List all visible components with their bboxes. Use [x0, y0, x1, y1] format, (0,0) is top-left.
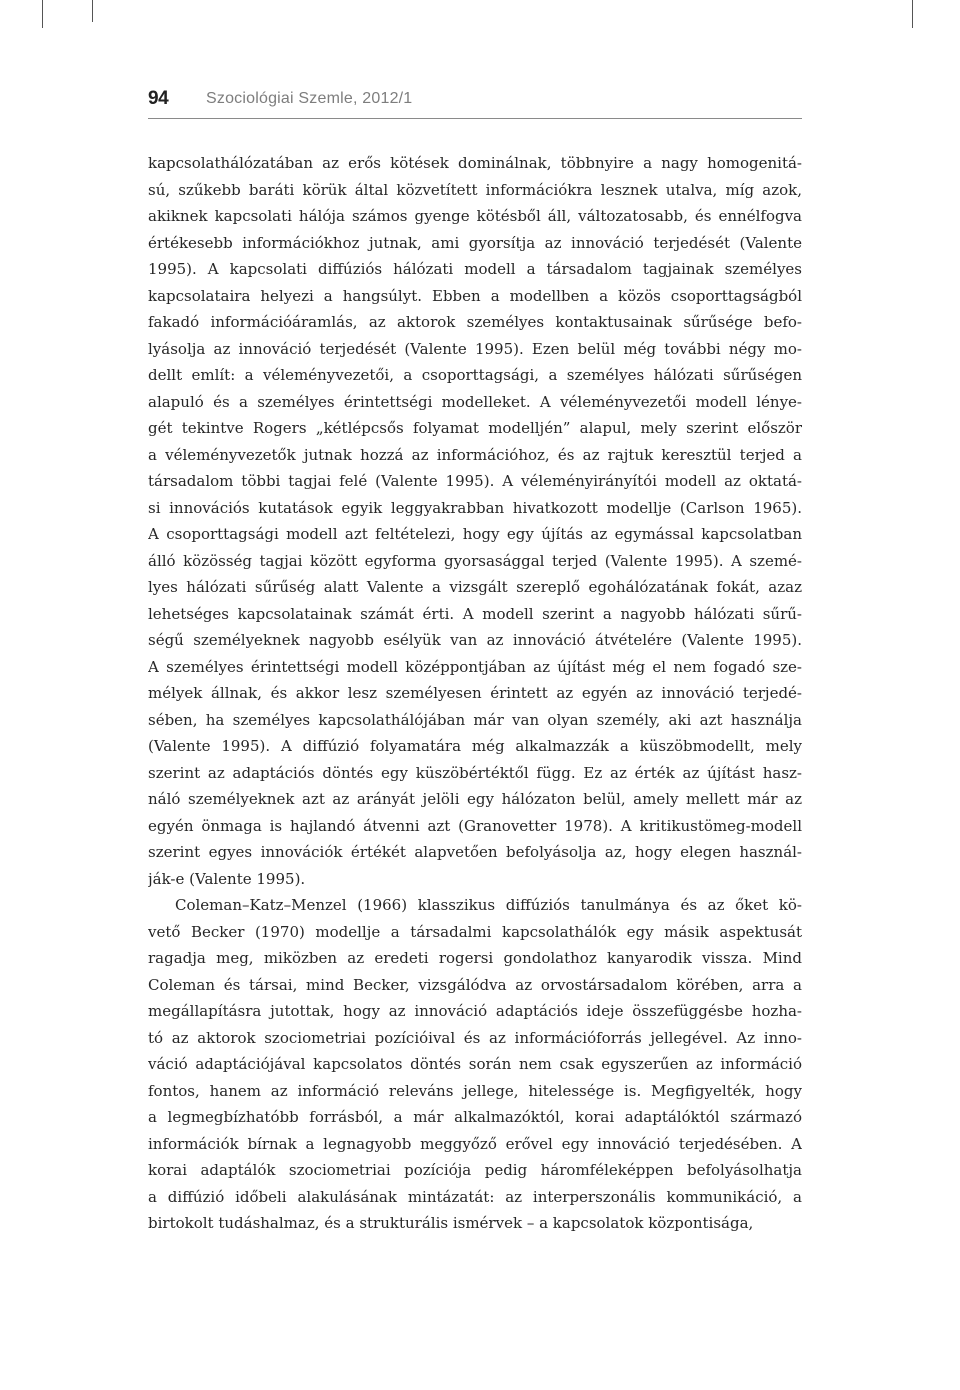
text-line: a véleményvezetők jutnak hozzá az információhoz, és az rajtuk keresztül terjed a: [148, 445, 802, 464]
journal-title: Szociológiai Szemle, 2012/1: [206, 90, 413, 107]
text-line: váció adaptációjával kapcsolatos döntés során nem csak egyszerűen az információ: [148, 1055, 802, 1073]
text-line: fakadó információáramlás, az aktorok személyes kontaktusainak sűrűsége befo-: [148, 313, 802, 331]
text-line: a diffúzió időbeli alakulásának mintázatát: az interperszonális kommunikáció, a: [148, 1187, 802, 1206]
text-line: lyásolja az innováció terjedését (Valente 1995). Ezen belül még további négy mo-: [148, 339, 802, 358]
text-line: kapcsolataira helyezi a hangsúlyt. Ebben a modellben a közös csoporttagságból: [148, 286, 802, 305]
text-line: álló közösség tagjai között egyforma gyorsasággal terjed (Valente 1995). A szemé-: [148, 551, 802, 570]
text-line: A csoporttagsági modell azt feltételezi, hogy egy újítás az egymással kapcsolatban: [148, 525, 802, 543]
text-line: tó az aktorok szociometriai pozícióival és az információforrás jellegével. Az inno-: [148, 1028, 802, 1047]
text-line: a legmegbízhatóbb forrásból, a már alkalmazóktól, korai adaptálóktól származó: [148, 1108, 802, 1126]
text-line: szerint az adaptációs döntés egy küszöbértéktől függ. Ez az érték az újítást hasz-: [148, 763, 802, 782]
running-header: [148, 88, 802, 119]
text-line: A személyes érintettségi modell középpontjában az újítást még el nem fogadó sze-: [148, 657, 802, 676]
text-line: sében, ha személyes kapcsolathálójában már van olyan személy, aki azt használja: [148, 710, 802, 729]
text-line: szerint egyes innovációk értékét alapvetően befolyásolja az, hogy elegen használ-: [148, 843, 802, 861]
text-line: Coleman és társai, mind Becker, vizsgálódva az orvostársadalom körében, arra a: [148, 975, 802, 994]
text-line: birtokolt tudáshalmaz, és a strukturális ismérvek – a kapcsolatok központisága,: [148, 1214, 754, 1232]
text-line: ják-e (Valente 1995).: [148, 869, 306, 888]
crop-mark-left-inner: [92, 0, 93, 22]
text-line: megállapításra jutottak, hogy az innováció adaptációs ideje összefüggésbe hozha-: [148, 1002, 802, 1020]
crop-mark-left: [42, 0, 43, 28]
text-line: információk bírnak a legnagyobb meggyőző erővel egy innováció terjedésében. A: [148, 1134, 802, 1153]
body-text: [148, 150, 802, 1237]
text-line: értékesebb információkhoz jutnak, ami gyorsítja az innováció terjedését (Valente: [148, 233, 802, 252]
text-line: társadalom többi tagjai felé (Valente 1995). A véleményirányítói modell az oktatá-: [148, 472, 802, 490]
text-line: sú, szűkebb baráti körük által közvetített információkra lesznek utalva, míg azok,: [148, 180, 802, 199]
text-line: mélyek állnak, és akkor lesz személyesen érintett az egyén az innováció terjedé-: [148, 684, 802, 702]
text-line: (Valente 1995). A diffúzió folyamatára még alkalmazzák a küszöbmodellt, mely: [148, 737, 802, 755]
text-line: ségű személyeknek nagyobb esélyük van az innováció átvételére (Valente 1995).: [148, 631, 802, 649]
page-number: 94: [148, 88, 169, 109]
text-line: gét tekintve Rogers „kétlépcsős folyamat modelljén” alapul, mely szerint először: [148, 419, 802, 437]
text-line: 1995). A kapcsolati diffúziós hálózati modell a társadalom tagjainak személyes: [148, 260, 802, 278]
text-line: akiknek kapcsolati hálója számos gyenge kötésből áll, változatosabb, és ennélfogva: [148, 207, 802, 225]
text-line: dellt említ: a véleményvezetői, a csoporttagsági, a személyes hálózati sűrűségen: [148, 366, 802, 384]
text-line: lehetséges kapcsolatainak számát érti. A modell szerint a nagyobb hálózati sűrű-: [148, 604, 802, 623]
text-line: korai adaptálók szociometriai pozíciója pedig háromféleképpen befolyásolhatja: [148, 1161, 802, 1179]
text-line: fontos, hanem az információ releváns jellege, hitelessége is. Megfigyelték, hogy: [148, 1081, 802, 1100]
paragraph: [148, 892, 802, 1237]
text-line: Coleman–Katz–Menzel (1966) klasszikus diffúziós tanulmánya és az őket kö-: [175, 896, 802, 914]
text-line: egyén önmaga is hajlandó átvenni azt (Granovetter 1978). A kritikustömeg-modell: [148, 816, 802, 835]
crop-mark-right: [912, 0, 913, 28]
text-line: lyes hálózati sűrűség alatt Valente a vizsgált szereplő egohálózatának fokát, azaz: [148, 578, 802, 596]
text-line: ragadja meg, miközben az eredeti rogersi gondolathoz kanyarodik vissza. Mind: [148, 949, 802, 967]
text-line: náló személyeknek azt az arányát jelöli egy hálózaton belül, amely mellett már az: [148, 790, 802, 808]
text-line: kapcsolathálózatában az erős kötések dominálnak, többnyire a nagy homogenitá-: [148, 154, 802, 172]
text-line: alapuló és a személyes érintettségi modelleket. A véleményvezetői modell lénye-: [148, 392, 802, 411]
text-line: vető Becker (1970) modellje a társadalmi kapcsolathálók egy másik aspektusát: [148, 922, 802, 941]
text-line: si innovációs kutatások egyik leggyakrabban hivatkozott modellje (Carlson 1965).: [148, 498, 802, 517]
paragraph: [148, 150, 802, 892]
